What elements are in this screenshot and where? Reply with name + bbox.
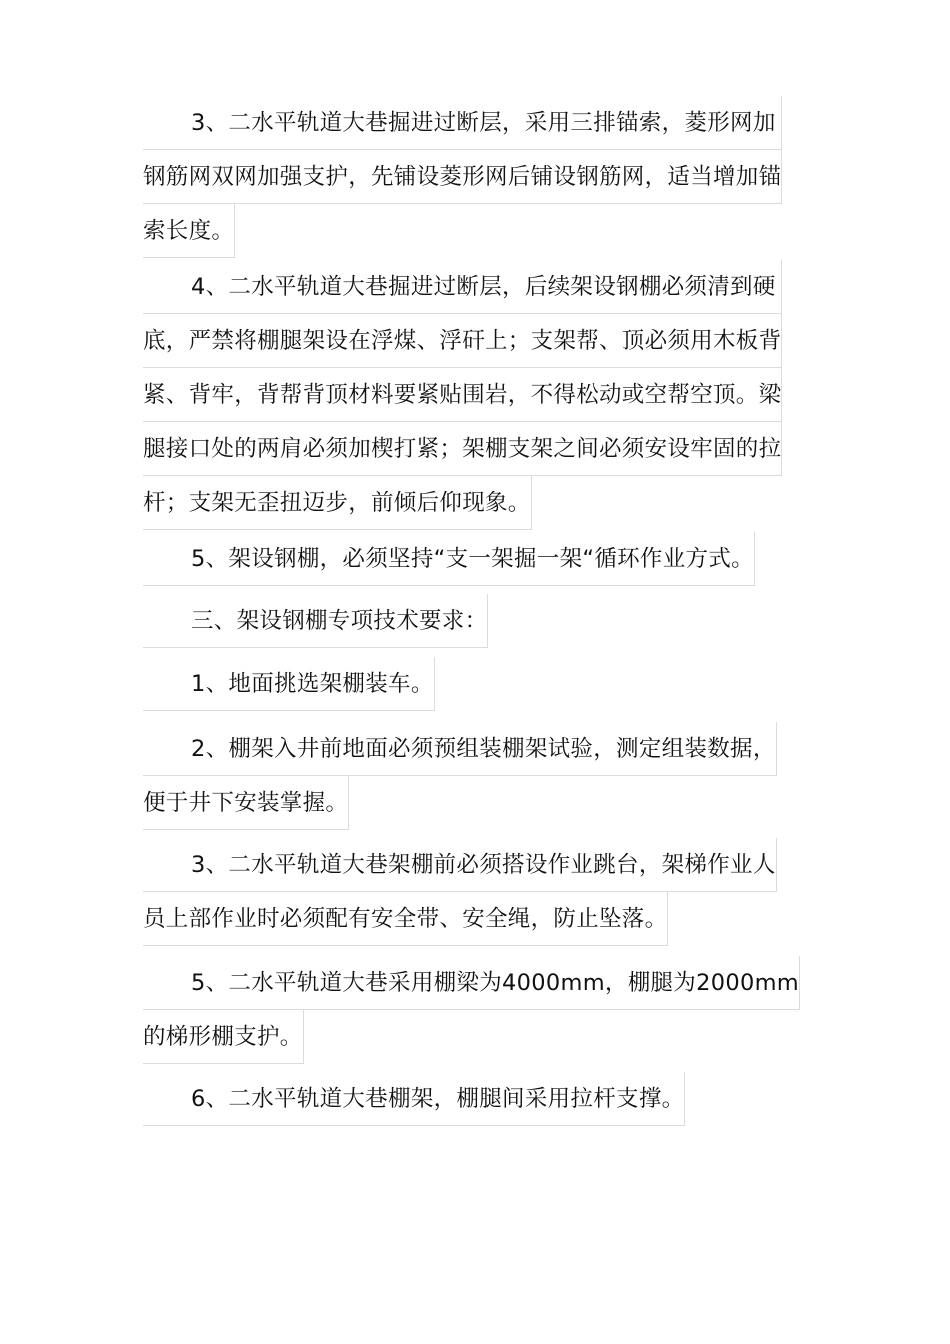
- text-line: 杆；支架无歪扭迈步，前倾后仰现象。: [143, 476, 532, 530]
- text-line: 4、二水平轨道大巷掘进过断层，后续架设钢棚必须清到硬: [143, 260, 782, 314]
- paragraph-item-2-preassembly: [143, 722, 777, 830]
- text-line: 3、二水平轨道大巷掘进过断层，采用三排锚索，菱形网加: [143, 96, 782, 150]
- text-line: 5、架设钢棚，必须坚持“支一架掘一架“循环作业方式。: [143, 532, 755, 586]
- paragraph-item-3-fault-crossing-support: [143, 96, 782, 258]
- text-line: 钢筋网双网加强支护，先铺设菱形网后铺设钢筋网，适当增加锚: [143, 150, 782, 204]
- section-heading-3-technical-requirements: [143, 594, 488, 648]
- section-heading: 三、架设钢棚专项技术要求：: [143, 594, 488, 648]
- text-line: 1、地面挑选架棚装车。: [143, 657, 435, 711]
- text-line: 索长度。: [143, 204, 235, 258]
- text-line: 6、二水平轨道大巷棚架，棚腿间采用拉杆支撑。: [143, 1072, 685, 1126]
- paragraph-item-4-steel-shed-erection: [143, 260, 782, 530]
- text-line: 5、二水平轨道大巷采用棚梁为4000mm，棚腿为2000mm: [143, 956, 800, 1010]
- paragraph-item-5-cycle-method: [143, 532, 755, 586]
- text-line: 3、二水平轨道大巷架棚前必须搭设作业跳台，架梯作业人: [143, 838, 777, 892]
- paragraph-item-6-tie-rods: [143, 1072, 685, 1126]
- text-line: 底，严禁将棚腿架设在浮煤、浮矸上；支架帮、顶必须用木板背: [143, 314, 782, 368]
- text-line: 腿接口处的两肩必须加楔打紧；架棚支架之间必须安设牢固的拉: [143, 422, 782, 476]
- text-line: 2、棚架入井前地面必须预组装棚架试验，测定组装数据，: [143, 722, 777, 776]
- text-line: 紧、背牢，背帮背顶材料要紧贴围岩，不得松动或空帮空顶。梁: [143, 368, 782, 422]
- text-line: 便于井下安装掌握。: [143, 776, 349, 830]
- text-line: 员上部作业时必须配有安全带、安全绳，防止坠落。: [143, 892, 668, 946]
- paragraph-item-5-trapezoid-shed: [143, 956, 800, 1064]
- text-line: 的梯形棚支护。: [143, 1010, 304, 1064]
- paragraph-item-1-selection: [143, 657, 435, 711]
- paragraph-item-3-work-platform: [143, 838, 777, 946]
